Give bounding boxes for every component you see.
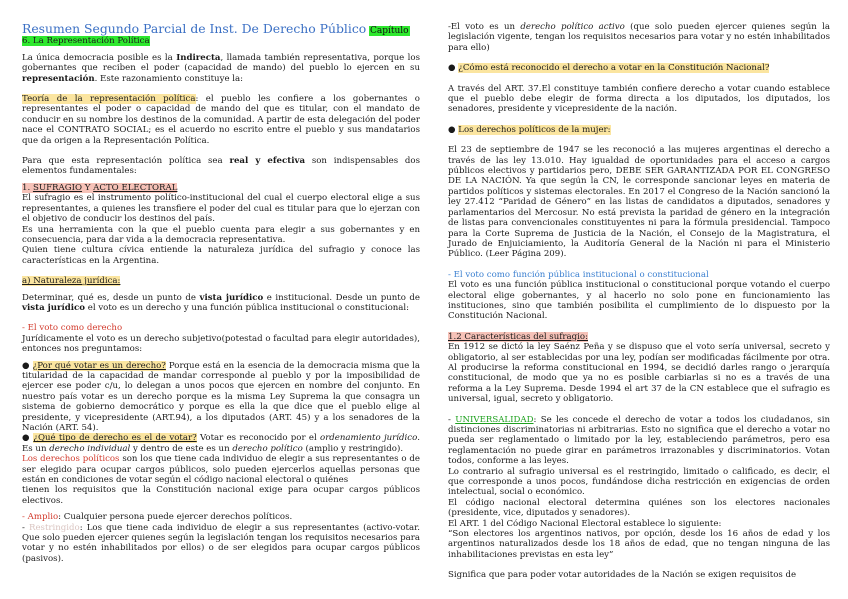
paragraph-restricted-suffrage: Lo contrario al sufragio universal es el restringido, limitado o calificado, es decir, el que corresponde a unos pocos, fundándose dicha restricción en exigencias de orden intelectual, social o económico. [448,466,830,498]
right-column [448,22,830,581]
paragraph-electoral-code: El código nacional electoral determina quiénes son los electores nacionales (presidente, vice, diputados y senadores). [448,497,830,519]
page-title: Resumen Segundo Parcial de Inst. De Derecho Público [22,21,367,36]
paragraph-saenz-pena: En 1912 se dictó la ley Saénz Peña y se dispuso que el voto sería universal, secreto y obligatorio, al ser establecidas por una ley, podían ser modificadas fácilmente por otra. Al producirse la reforma constitucional en 1994, se decidió darles rango o jerarquía constitucional, de modo que ya no es posible carbiarlas si no es a través de una reforma a la Ley Suprema. Desde 1994 el art 37 de la CN establece que el sufragio es universal, igual, secreto y obligatorio. [448,342,830,405]
heading-suffrage-characteristics: 1.2 Características del sufragio: [448,331,588,342]
paragraph-suffrage-definition: El sufragio es el instrumento político-institucional del cual el cuerpo electoral elige a sus representantes, a quienes les transfiere el poder del cual es titular para que lo ejerzan con el objetivo de conducir los destinos del país. [22,193,420,225]
paragraph-civic-culture: Quien tiene cultura cívica entiende la naturaleza jurídica del sufragio y conoce las características en la Argentina. [22,245,420,266]
heading-suffrage: 1. SUFRAGIO Y ACTO ELECTORAL [22,182,178,193]
paragraph-constitution-requirements: tienen los requisitos que la Constitución nacional exige para ocupar cargos públicos electivos. [22,485,420,506]
paragraph-why-vote: ● ¿Por qué votar es un derecho? Porque está en la esencia de la democracia misma que la titularidad de la capacidad de mandar corresponde al pueblo y por la imposibilidad de ejercer ese poder c/u, lo delegan a unos pocos que ejercen en nombre del conjunto. En nuestro país votar es un derecho porque es la misma Ley Suprema la que consagra un sistema de gobierno democrático y porque es ella la que dice que el pueblo elige al presidente, y vicepresidente (ART.94), a los diputados (ART. 45) y a los senadores de la Nación (ART. 54). [22,360,420,433]
paragraph-essential-elements: Para que esta representación política sea real y efectiva son indispensables dos elementos fundamentales: [22,156,420,177]
left-column [22,22,420,564]
paragraph-right-type: ● ¿Qué tipo de derecho es el de votar? Votar es reconocido por el ordenamiento jurídico. Es un derecho individual y dentro de este es un derecho político (amplio y restringido). [22,433,421,454]
paragraph-universality: - UNIVERSALIDAD: Se les concede el derecho de votar a todos los ciudadanos, sin distinciones discriminatorias ni arbitrarias. Esto no significa que el derecho a votar no pueda ser reglamentado o limitado por la ley, estableciendo parámetros, pero esa reglamentación no puede girar en parámetros irrazonables y discriminatorios. Votan todos, conforme a las leyes. [448,414,830,467]
paragraph-suffrage-tool: Es una herramienta con la que el pueblo cuenta para elegir a sus gobernantes y en consecuencia, para dar vida a la democracia representativa. [22,224,420,245]
document-header [22,22,420,36]
paragraph-subjective-right: Jurídicamente el voto es un derecho subjetivo(potestad o facultad para elegir autoridades), entonces nos preguntamos: [22,333,420,355]
paragraph-vote-function: El voto es una función pública institucional o constitucional porque votando el cuerpo electoral elige gobernantes, y al hacerlo no solo pone en funcionamiento las instituciones, sino que también posibilita el cumplimiento de lo dispuesto por la Constitución Nacional. [448,280,830,322]
paragraph-art1: El ART. 1 del Código Nacional Electoral establece lo siguiente: [448,518,722,529]
question-why-vote: ¿Por qué votar es un derecho? [32,360,166,371]
label-universality: UNIVERSALIDAD [455,414,534,425]
paragraph-legal-view: Determinar, qué es, desde un punto de vista jurídico e institucional. Desde un punto de vista jurídico el voto es un derecho y una función pública institucional o constitucional: [22,292,420,313]
question-constitution: ● ¿Cómo está reconocido el derecho a votar en la Constitución Nacional? [448,63,770,74]
paragraph-women-rights: El 23 de septiembre de 1947 se les reconoció a las mujeres argentinas el derecho a través de las ley 13.010. Hay igualdad de oportunidades para el acceso a cargos públicos electivos y partidarios pero, DEBE SER GARANTIZADA POR EL CONGRESO DE LA NACIÓN. Ya que según la CN, le corresponde sancionar leyes en materia de partidos políticos y sistemas electorales. En 2017 el Congreso de la Nación sancionó la ley 27.412 “Paridad de Género” en las listas de candidatos a diputados, senadores y parlamentarios del Mercosur. No está prevista la paridad de género en la integración de listas para convencionales constituyentes ni para la fórmula presidencial. Tampoco para la Corte Suprema de Justicia de la Nación, el Consejo de la Magistratura, el Jurado de Enjuiciamiento, la Auditoría General de la Nación ni para el Ministerio Público. (Leer Página 209). [448,145,830,260]
paragraph-requirements: Significa que para poder votar autoridades de la Nación se exigen requisitos de [448,570,797,581]
paragraph-restricted: - Restringido: Los que tiene cada individuo de elegir a sus representantes (activo-votar. Que solo pueden ejercer quienes según la legislación tengan los requisitos necesarios para votar y no estén inhabilitados por ellos) o de ser elegidos para ocupar cargos públicos (pasivos). [22,522,421,564]
paragraph-democracy: La única democracia posible es la Indirecta, llamada también representativa, porque los gobernantes que reciben el poder (capacidad de mando) del pueblo lo ejercen en su representación. Este razonamiento constituye la: [22,52,421,84]
highlight-representation-theory: Teoría de la representación política [22,94,196,105]
chapter-tag: Capítulo [369,26,409,36]
heading-vote-as-function: - El voto como función pública institucional o constitucional [448,269,709,280]
heading-women-rights: ● Los derechos políticos de la mujer: [448,124,611,135]
paragraph-art37: A través del ART. 37.El constituye también confiere derecho a votar cuando establece que el pueblo debe elegir de forma directa a los diputados, los diputados, los senadores, presidente y vicepresidente de la nación. [448,83,830,115]
paragraph-political-rights: Los derechos políticos son los que tiene cada individuo de elegir a sus representantes o de ser elegido para ocupar cargos públicos, solo pueden ejercerlos aquellas personas que están en condiciones de votar según el código nacional electoral o quiénes [22,454,420,486]
question-right-type: ¿Qué tipo de derecho es el de votar? [33,433,197,444]
chapter-heading: 6. La Representación Política [22,36,150,47]
quote-electors: “Son electores los argentinos nativos, por opción, desde los 16 años de edad y los argentinos naturalizados desde los 18 años de edad, que no tengan ninguna de las inhabilitaciones previstas en esta ley” [448,529,830,560]
paragraph-representation-theory: Teoría de la representación política: el pueblo les confiere a los gobernantes o representantes el poder o capacidad de mando del que es titular, con el mandato de conducir en su nombre los destinos de la comunidad. A partir de esta delegación del poder nace el CONTRATO SOCIAL; es el acuerdo no escrito entre el pueblo y sus mandatarios que da origen a la Representación Política. [22,94,420,146]
paragraph-broad: - Amplio: Cualquier persona puede ejercer derechos políticos. [22,512,293,523]
heading-vote-as-right: - El voto como derecho [22,323,123,334]
heading-legal-nature: a) Naturaleza jurídica: [22,276,121,287]
paragraph-active-right: -El voto es un derecho político activo (que solo pueden ejercer quienes según la legislación vigente, tengan los requisitos necesarios para votar y no estén inhabilitados para ello) [448,22,831,53]
